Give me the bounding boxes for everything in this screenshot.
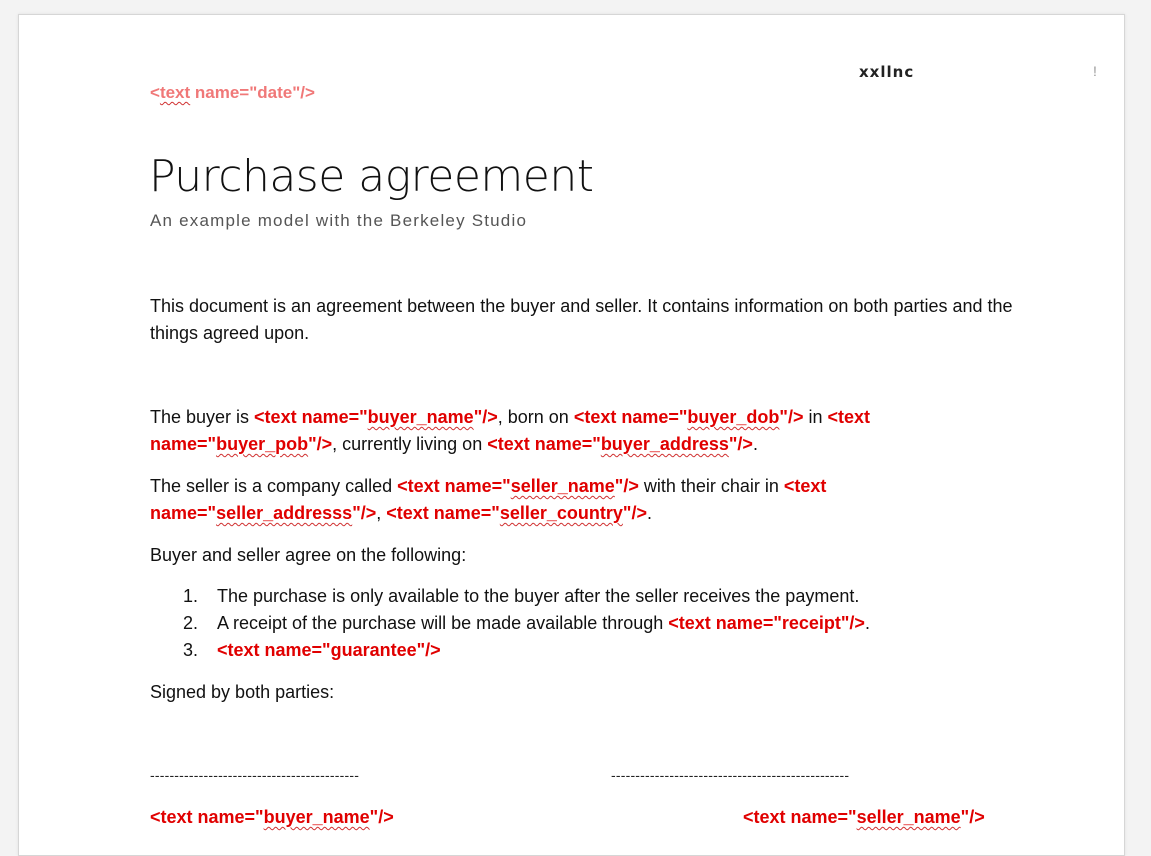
document-page[interactable] [18,14,1125,856]
company-logo: xxllnc [859,63,915,81]
intro-paragraph: This document is an agreement between the buyer and seller. It contains information on both parties and the things agreed upon. [150,296,1013,343]
agree-line: Buyer and seller agree on the following: [150,545,467,565]
buyer-name-tag[interactable]: <text name="buyer_name"/> [254,407,498,427]
buyer-paragraph: The buyer is <text name="buyer_name"/>, born on <text name="buyer_dob"/> in <text name="buyer_pob"/>, currently living on <text name="buyer_address"/>. [150,407,871,454]
list-item: 1. The purchase is only available to the buyer after the seller receives the payment. [183,586,860,606]
buyer-dob-tag[interactable]: <text name="buyer_dob"/> [573,407,804,427]
buyer-pob-tag[interactable]: <text name="buyer_pob"/> [150,407,871,454]
document-subtitle: An example model with the Berkeley Studio [150,211,528,230]
list-item: 3. <text name="guarantee"/> [183,640,441,660]
signed-line: Signed by both parties: [150,682,335,702]
seller-signature-line: ------------------------------------------------- [611,767,850,783]
buyer-signature-tag[interactable]: <text name="buyer_name"/> [150,807,394,827]
document-title: Purchase agreement [149,151,594,202]
seller-address-tag[interactable]: <text name="seller_addresss"/> [150,476,827,523]
date-field-tag[interactable]: <text name="date"/> [150,83,315,102]
seller-signature-tag[interactable]: <text name="seller_name"/> [743,807,985,827]
seller-name-tag[interactable]: <text name="seller_name"/> [397,476,639,496]
seller-paragraph: The seller is a company called <text name="seller_name"/> with their chair in <text name="seller_addresss"/>, <text name="seller_country"/>. [150,476,827,523]
buyer-signature-line: ------------------------------------------- [150,767,360,783]
receipt-tag[interactable]: <text name="receipt"/> [668,613,865,633]
guarantee-tag[interactable]: <text name="guarantee"/> [217,640,441,660]
margin-marker: ! [1093,63,1097,79]
seller-country-tag[interactable]: <text name="seller_country"/> [386,503,647,523]
buyer-address-tag[interactable]: <text name="buyer_address"/> [487,434,753,454]
list-item: 2. A receipt of the purchase will be made available through <text name="receipt"/>. [183,613,870,633]
agreement-list [150,583,1020,664]
